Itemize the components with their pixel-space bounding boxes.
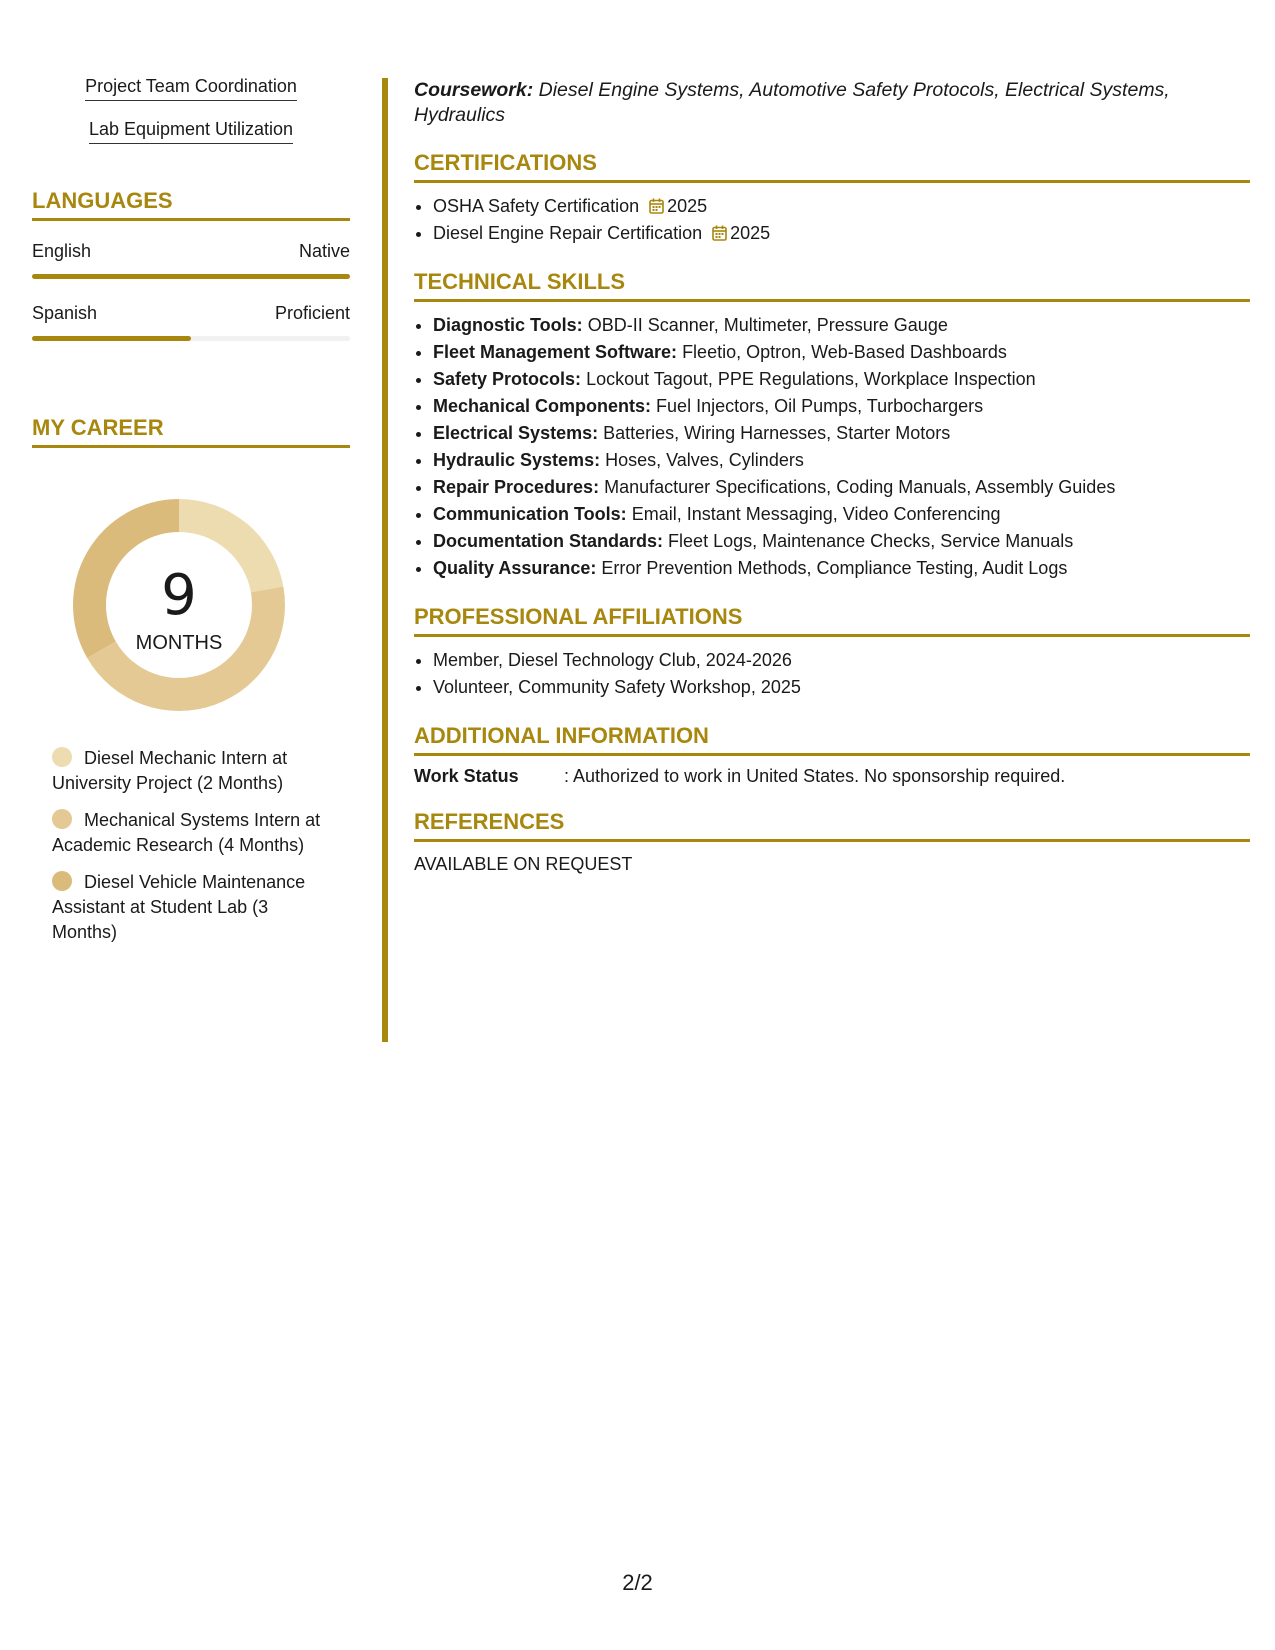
technical-skill-item: • Documentation Standards: Fleet Logs, Maintenance Checks, Service Manuals bbox=[433, 528, 1250, 555]
affiliation-item: • Member, Diesel Technology Club, 2024-2026 bbox=[433, 647, 1250, 674]
technical-skill-item: • Hydraulic Systems: Hoses, Valves, Cylinders bbox=[433, 447, 1250, 474]
language-item bbox=[32, 241, 350, 279]
career-legend-item: Diesel Vehicle Maintenance Assistant at Student Lab (3 Months) bbox=[52, 872, 306, 942]
work-status-label: Work Status bbox=[414, 766, 519, 786]
technical-skill-item: • Communication Tools: Email, Instant Messaging, Video Conferencing bbox=[433, 501, 1250, 528]
additional-info-heading: ADDITIONAL INFORMATION bbox=[414, 723, 1250, 756]
work-status-row bbox=[414, 766, 1250, 787]
work-status-value: : Authorized to work in United States. No sponsorship required. bbox=[564, 766, 1066, 786]
language-bar bbox=[32, 274, 350, 279]
column-divider bbox=[382, 78, 388, 1042]
skill-tag: Lab Equipment Utilization bbox=[32, 119, 350, 144]
language-level: Proficient bbox=[274, 303, 350, 323]
page-number: 2/2 bbox=[622, 1570, 653, 1595]
career-legend-item: Mechanical Systems Intern at Academic Research (4 Months) bbox=[52, 810, 321, 855]
career-legend bbox=[52, 746, 332, 945]
certification-item: • OSHA Safety Certification 2025 bbox=[433, 193, 1250, 220]
affiliations-heading: PROFESSIONAL AFFILIATIONS bbox=[414, 604, 1250, 637]
calendar-icon bbox=[649, 198, 664, 214]
career-heading: MY CAREER bbox=[32, 415, 350, 448]
right-column bbox=[414, 78, 1250, 875]
technical-skill-item: • Repair Procedures: Manufacturer Specifications, Coding Manuals, Assembly Guides bbox=[433, 474, 1250, 501]
left-column bbox=[32, 76, 350, 957]
language-name: English bbox=[32, 241, 92, 261]
technical-skill-item: • Fleet Management Software: Fleetio, Optron, Web-Based Dashboards bbox=[433, 339, 1250, 366]
legend-dot bbox=[52, 871, 72, 891]
calendar-icon bbox=[712, 225, 727, 241]
technical-skill-item: • Quality Assurance: Error Prevention Methods, Compliance Testing, Audit Logs bbox=[433, 555, 1250, 582]
languages-heading: LANGUAGES bbox=[32, 188, 350, 221]
technical-skill-item: • Electrical Systems: Batteries, Wiring Harnesses, Starter Motors bbox=[433, 420, 1250, 447]
technical-skills-heading: TECHNICAL SKILLS bbox=[414, 269, 1250, 302]
technical-skill-item: • Diagnostic Tools: OBD-II Scanner, Multimeter, Pressure Gauge bbox=[433, 312, 1250, 339]
career-unit: MONTHS bbox=[135, 632, 223, 654]
language-bar bbox=[32, 336, 350, 341]
language-bar-fill bbox=[32, 336, 191, 341]
certifications-heading: CERTIFICATIONS bbox=[414, 150, 1250, 183]
certification-item: • Diesel Engine Repair Certification 2025 bbox=[433, 220, 1250, 247]
references-heading: REFERENCES bbox=[414, 809, 1250, 842]
technical-skill-item: • Mechanical Components: Fuel Injectors, Oil Pumps, Turbochargers bbox=[433, 393, 1250, 420]
legend-dot bbox=[52, 747, 72, 767]
skill-tag: Project Team Coordination bbox=[32, 76, 350, 101]
career-legend-item: Diesel Mechanic Intern at University Project (2 Months) bbox=[52, 748, 288, 793]
language-bar-fill bbox=[32, 274, 350, 279]
coursework: Coursework: Diesel Engine Systems, Automotive Safety Protocols, Electrical Systems, Hydraulics bbox=[414, 79, 1170, 126]
references-value: AVAILABLE ON REQUEST bbox=[414, 854, 633, 874]
technical-skill-item: • Safety Protocols: Lockout Tagout, PPE Regulations, Workplace Inspection bbox=[433, 366, 1250, 393]
language-name: Spanish bbox=[32, 303, 98, 323]
legend-dot bbox=[52, 809, 72, 829]
technical-skills-list bbox=[414, 312, 1250, 582]
language-level: Native bbox=[298, 241, 350, 261]
affiliations-list bbox=[414, 647, 1250, 701]
certifications-list bbox=[414, 193, 1250, 247]
affiliation-item: • Volunteer, Community Safety Workshop, 2025 bbox=[433, 674, 1250, 701]
career-total: 9 bbox=[161, 563, 197, 628]
career-donut bbox=[66, 492, 292, 718]
language-item bbox=[32, 303, 350, 341]
